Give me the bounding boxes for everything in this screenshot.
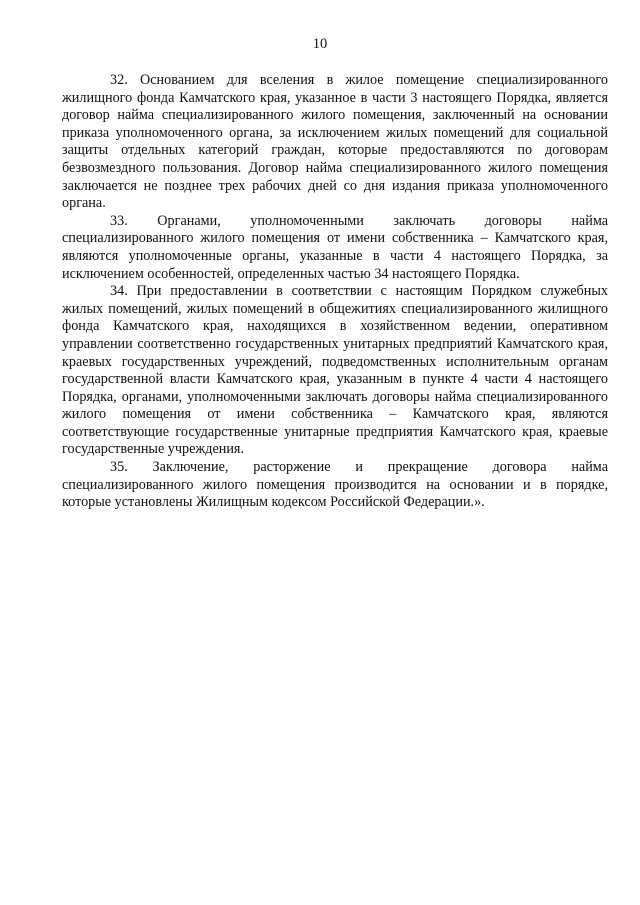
paragraph-33: 33. Органами, уполномоченными заключать договоры найма специализированного жилого помещения от имени собственника – Камчатского края, являются уполномоченные органы, указанные в части 4 настоящего Порядка, за исключением особенностей, определенных частью 34 настоящего Порядка. xyxy=(62,212,608,282)
page-number: 10 xyxy=(312,36,328,52)
paragraph-35: 35. Заключение, расторжение и прекращение договора найма специализированного жилого помещения производится на основании и в порядке, которые установлены Жилищным кодексом Российской Федерации.». xyxy=(62,459,608,511)
document-body xyxy=(62,72,608,512)
paragraph-34: 34. При предоставлении в соответствии с настоящим Порядком служебных жилых помещений, жилых помещений в общежитиях специализированного жилищного фонда Камчатского края, находящихся в хозяйственном ведении, оперативном управлении соответственно государственных унитарных предприятий Камчатского края, краевых государственных учреждений, подведомственных исполнительным органам государственной власти Камчатского края, указанным в пункте 4 части 4 настоящего Порядка, органами, уполномоченными заключать договоры найма специализированного жилого помещения от имени собственника – Камчатского края, являются соответствующие государственные унитарные предприятия Камчатского края, краевые государственные учреждения. xyxy=(62,283,608,458)
paragraph-32: 32. Основанием для вселения в жилое помещение специализированного жилищного фонда Камчатского края, указанное в части 3 настоящего Порядка, является договор найма специализированного жилого помещения, заключенный на основании приказа уполномоченного органа, за исключением жилых помещений для социальной защиты отдельных категорий граждан, которые предоставляются по договорам безвозмездного пользования. Договор найма специализированного жилого помещения заключается не позднее трех рабочих дней со дня издания приказа уполномоченного органа. xyxy=(62,72,608,212)
